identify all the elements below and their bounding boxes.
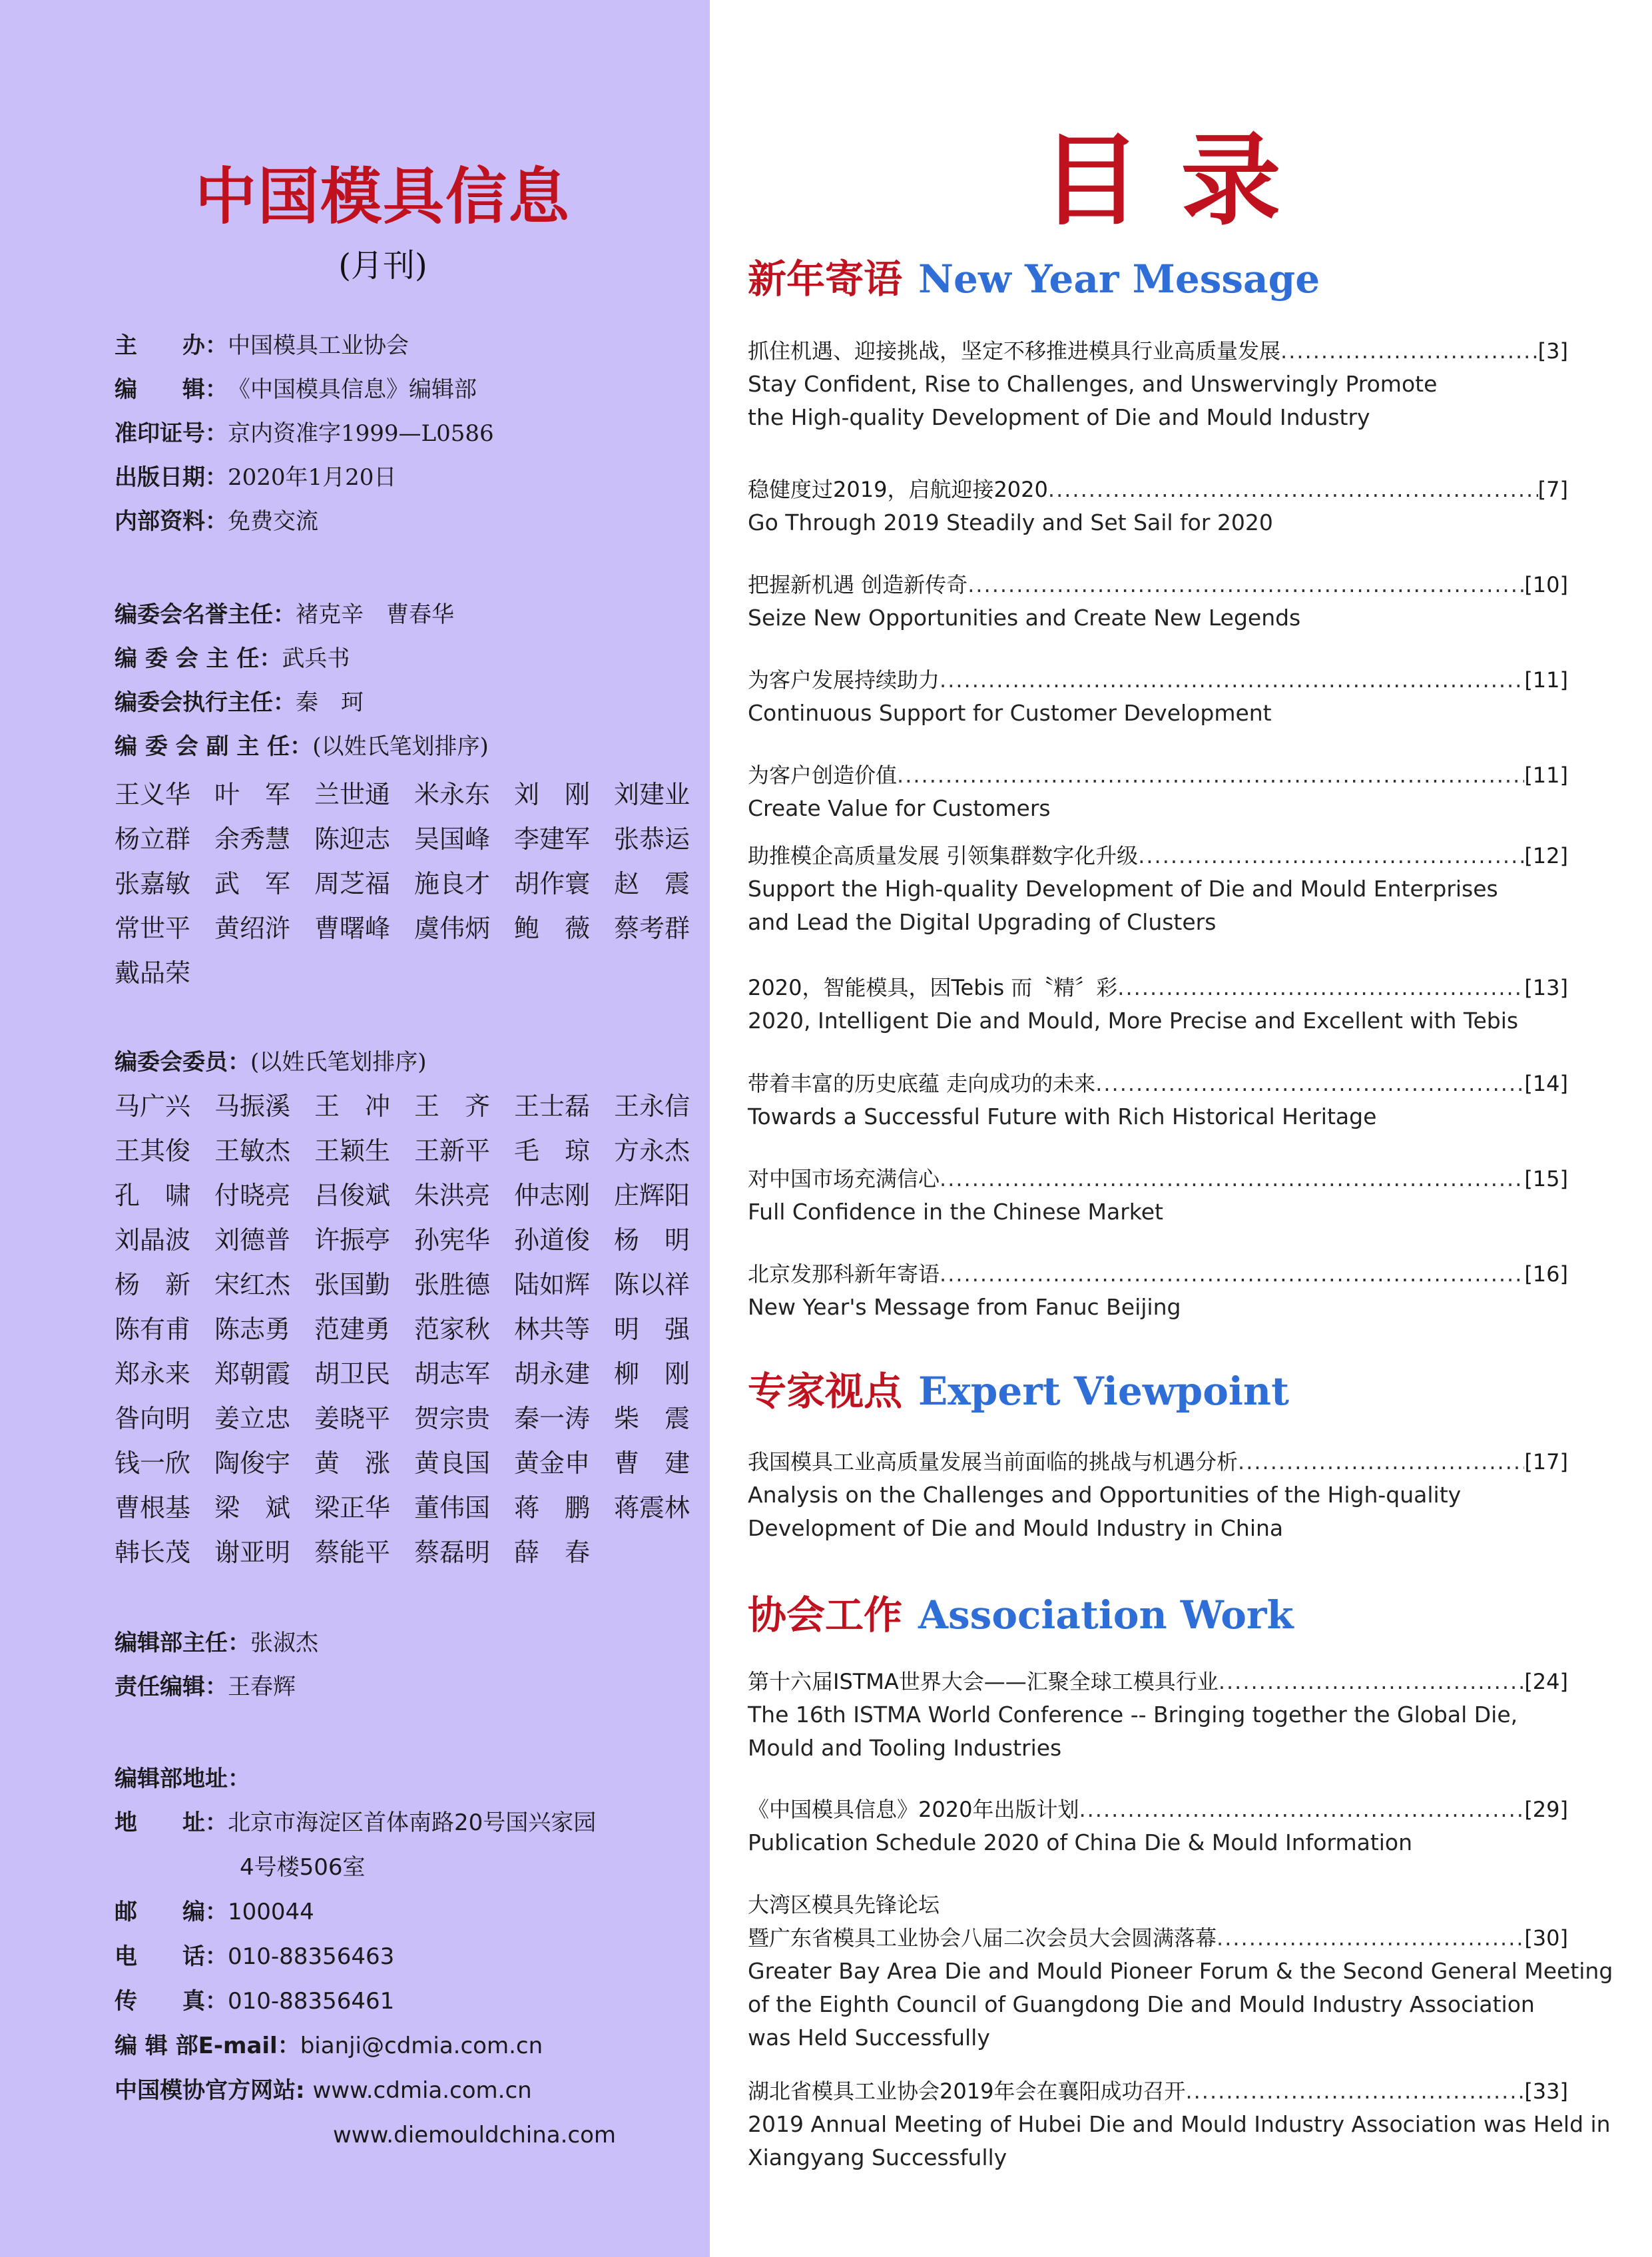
person-name: 姜晓平 <box>314 1404 391 1433</box>
name-row <box>115 1173 714 1218</box>
page-number: [29] <box>1524 1797 1568 1822</box>
leader-dots <box>1238 1445 1524 1478</box>
info-label: 准印证号： <box>115 420 228 447</box>
entry-title-line <box>748 971 1568 1004</box>
leader-dots <box>967 568 1524 601</box>
info-label: 内部资料： <box>115 508 228 535</box>
entry-title-line <box>748 1665 1568 1698</box>
entry-title-line <box>748 1793 1568 1826</box>
board-label: 编 委 会 副 主 任： <box>115 733 313 760</box>
entry-title-en: of the Eighth Council of Guangdong Die and Mould Industry Association <box>748 1991 1535 2017</box>
entry-title-cn: 我国模具工业高质量发展当前面临的挑战与机遇分析 <box>748 1449 1239 1474</box>
section-title-cn: 专家视点 <box>748 1369 903 1414</box>
person-name: 方永杰 <box>614 1136 690 1165</box>
address-heading-label: 编辑部地址： <box>115 1766 250 1792</box>
entry-title-en: Create Value for Customers <box>748 795 1051 821</box>
section-title-cn: 新年寄语 <box>748 256 903 302</box>
page-number: [15] <box>1524 1166 1568 1191</box>
entry-title-en: Seize New Opportunities and Create New Legends <box>748 605 1301 631</box>
entry-title-cn: 为客户发展持续助力 <box>748 667 940 693</box>
toc-entry[interactable] <box>748 2075 1611 2174</box>
person-name: 陈志勇 <box>214 1315 291 1344</box>
info-value: 2020年1月20日 <box>228 464 397 491</box>
name-row <box>115 773 714 817</box>
person-name: 鲍 薇 <box>514 914 591 943</box>
info-row <box>115 412 494 456</box>
leader-dots <box>940 1257 1524 1291</box>
info-label: 主 办： <box>115 332 228 359</box>
info-value: 免费交流 <box>228 508 318 535</box>
person-name: 蒋震林 <box>614 1493 690 1522</box>
toc-entry[interactable] <box>748 759 1568 825</box>
name-row <box>115 862 714 906</box>
person-name: 吴国峰 <box>414 824 491 854</box>
leader-dots <box>1280 334 1538 368</box>
section-heading <box>748 248 1320 304</box>
info-row <box>115 499 494 543</box>
page-number: [7] <box>1537 477 1568 502</box>
entry-title-line <box>748 1257 1568 1291</box>
entry-title-en: Analysis on the Challenges and Opportunities of the High-quality <box>748 1482 1462 1508</box>
entry-title-en: New Year's Message from Fanuc Beijing <box>748 1294 1181 1320</box>
toc-entry[interactable] <box>748 473 1568 539</box>
person-name: 范家秋 <box>414 1315 491 1344</box>
person-name: 兰世通 <box>314 780 391 809</box>
person-name: 陈迎志 <box>314 824 391 854</box>
info-label: 出版日期： <box>115 464 228 491</box>
page-number: [30] <box>1524 1925 1568 1951</box>
leader-dots <box>1138 839 1524 872</box>
person-name: 胡卫民 <box>314 1359 391 1389</box>
board-row <box>115 637 489 681</box>
toc-entry[interactable] <box>748 334 1568 434</box>
board-row <box>115 725 489 769</box>
person-name: 王义华 <box>115 780 191 809</box>
person-name: 李建军 <box>514 824 591 854</box>
entry-title-line <box>748 663 1568 697</box>
person-name: 余秀慧 <box>214 824 291 854</box>
person-name: 谢亚明 <box>214 1538 291 1567</box>
toc-entry[interactable] <box>748 663 1568 730</box>
person-name: 黄金申 <box>514 1449 591 1478</box>
toc-entry[interactable] <box>748 1888 1613 2055</box>
vice-director-names <box>115 773 714 996</box>
person-name: 杨 明 <box>614 1225 690 1255</box>
address-row <box>115 1890 616 1935</box>
staff-value: 王春辉 <box>228 1674 296 1700</box>
person-name: 董伟国 <box>414 1493 491 1522</box>
name-row <box>115 1352 714 1397</box>
person-name: 黄 涨 <box>314 1449 391 1478</box>
entry-title-cn: 把握新机遇 创造新传奇 <box>748 572 968 597</box>
person-name: 张恭运 <box>614 824 690 854</box>
entry-title-en: 2020, Intelligent Die and Mould, More Precise and Excellent with Tebis <box>748 1008 1519 1034</box>
person-name: 昝向明 <box>115 1404 191 1433</box>
board-row <box>115 593 489 637</box>
address-row <box>115 1935 616 1979</box>
info-value: 京内资准字1999—L0586 <box>228 420 494 447</box>
leader-dots <box>940 663 1524 697</box>
address-row <box>115 2113 616 2158</box>
info-row <box>115 368 494 412</box>
toc-entry[interactable] <box>748 1257 1568 1324</box>
board-info <box>115 593 489 769</box>
person-name: 陆如辉 <box>514 1270 591 1299</box>
board-label: 编 委 会 主 任： <box>115 645 282 672</box>
toc-entry[interactable] <box>748 1162 1568 1229</box>
person-name: 仲志刚 <box>514 1181 591 1210</box>
person-name: 王 齐 <box>414 1092 491 1121</box>
person-name: 王敏杰 <box>214 1136 291 1165</box>
address-label: 中国模协官方网站: <box>115 2077 313 2104</box>
name-row <box>115 1397 714 1441</box>
address-value: 4号楼506室 <box>240 1854 366 1881</box>
person-name: 蔡能平 <box>314 1538 391 1567</box>
person-name: 孙道俊 <box>514 1225 591 1255</box>
person-name: 郑永来 <box>115 1359 191 1389</box>
leader-dots <box>1095 1067 1524 1100</box>
name-row <box>115 1084 714 1129</box>
magazine-frequency: (月刊) <box>338 247 427 284</box>
person-name: 王 冲 <box>314 1092 391 1121</box>
address-label: 邮 编： <box>115 1899 228 1925</box>
section-title-en: Expert Viewpoint <box>918 1369 1289 1414</box>
person-name: 曹根基 <box>115 1493 191 1522</box>
person-name: 刘 刚 <box>514 780 591 809</box>
person-name: 柴 震 <box>614 1404 690 1433</box>
section-title-en: New Year Message <box>918 256 1320 302</box>
entry-title-en: Continuous Support for Customer Development <box>748 700 1272 726</box>
entry-title-line <box>748 1067 1568 1100</box>
person-name: 朱洪亮 <box>414 1181 491 1210</box>
person-name: 林共等 <box>514 1315 591 1344</box>
person-name: 陈有甫 <box>115 1315 191 1344</box>
entry-title-line <box>748 2075 1568 2108</box>
person-name: 胡作寰 <box>514 869 591 898</box>
person-name: 蒋 鹏 <box>514 1493 591 1522</box>
person-name: 杨 新 <box>115 1270 191 1299</box>
address-row <box>115 1979 616 2024</box>
name-row <box>115 1441 714 1486</box>
person-name: 虞伟炳 <box>414 914 491 943</box>
entry-title-cn: 暨广东省模具工业协会八届二次会员大会圆满落幕 <box>748 1925 1217 1951</box>
person-name: 周芝福 <box>314 869 391 898</box>
entry-title-pre: 大湾区模具先锋论坛 <box>748 1892 940 1917</box>
leader-dots <box>1048 473 1538 506</box>
person-name: 孙宪华 <box>414 1225 491 1255</box>
person-name: 刘晶波 <box>115 1225 191 1255</box>
person-name: 庄辉阳 <box>614 1181 690 1210</box>
info-row <box>115 324 494 368</box>
publication-info <box>115 324 494 543</box>
person-name: 常世平 <box>115 914 191 943</box>
page-number: [17] <box>1524 1449 1568 1474</box>
board-label: 编委会执行主任： <box>115 689 296 716</box>
person-name: 马振溪 <box>214 1092 291 1121</box>
entry-title-line <box>748 473 1568 506</box>
entry-title-cn: 对中国市场充满信心 <box>748 1166 940 1191</box>
person-name: 刘德普 <box>214 1225 291 1255</box>
address-label: 地 址： <box>115 1809 228 1836</box>
page-number: [10] <box>1524 572 1568 597</box>
board-value: 秦 珂 <box>296 689 364 716</box>
entry-title-cn: 稳健度过2019，启航迎接2020 <box>748 477 1048 502</box>
entry-title-en: Go Through 2019 Steadily and Set Sail for 2020 <box>748 509 1273 535</box>
entry-title-en: Stay Confident, Rise to Challenges, and Unswervingly Promote <box>748 371 1438 397</box>
leader-dots <box>1117 971 1524 1004</box>
person-name: 陶俊宇 <box>214 1449 291 1478</box>
entry-title-en: the High-quality Development of Die and Mould Industry <box>748 404 1370 430</box>
address-label: 电 话： <box>115 1943 228 1970</box>
person-name: 秦一涛 <box>514 1404 591 1433</box>
person-name: 黄绍浒 <box>214 914 291 943</box>
person-name: 王士磊 <box>514 1092 591 1121</box>
name-row <box>115 1530 714 1575</box>
page-number: [14] <box>1524 1071 1568 1096</box>
toc-entry[interactable] <box>748 568 1568 635</box>
address-row <box>115 2024 616 2069</box>
person-name: 薛 春 <box>514 1538 591 1567</box>
entry-title-line <box>748 759 1568 792</box>
members-note: (以姓氏笔划排序) <box>250 1049 427 1076</box>
entry-title-en: Support the High-quality Development of Die and Mould Enterprises <box>748 876 1498 902</box>
person-name: 胡永建 <box>514 1359 591 1389</box>
entry-title-line <box>748 1921 1568 1955</box>
address-value: 010-88356461 <box>228 1988 395 2015</box>
info-label: 编 辑： <box>115 376 228 403</box>
name-row <box>115 1129 714 1173</box>
address-value: 北京市海淀区首体南路20号国兴家园 <box>228 1809 597 1836</box>
board-label: 编委会名誉主任： <box>115 601 296 628</box>
entry-title-cn: 抓住机遇、迎接挑战，坚定不移推进模具行业高质量发展 <box>748 338 1281 364</box>
leader-dots <box>940 1162 1524 1195</box>
person-name: 曹曙峰 <box>314 914 391 943</box>
address-value: bianji@cdmia.com.cn <box>300 2033 543 2059</box>
person-name: 姜立忠 <box>214 1404 291 1433</box>
entry-title-en: Xiangyang Successfully <box>748 2144 1007 2170</box>
person-name: 曹 建 <box>614 1449 690 1478</box>
person-name: 柳 刚 <box>614 1359 690 1389</box>
name-row <box>115 906 714 951</box>
person-name: 武 军 <box>214 869 291 898</box>
person-name: 吕俊斌 <box>314 1181 391 1210</box>
leader-dots <box>897 759 1524 792</box>
person-name: 刘建业 <box>614 780 690 809</box>
address-value: www.diemouldchina.com <box>333 2122 617 2148</box>
entry-title-en: was Held Successfully <box>748 2025 990 2051</box>
person-name: 张嘉敏 <box>115 869 191 898</box>
entry-title-en: 2019 Annual Meeting of Hubei Die and Mould Industry Association was Held in <box>748 2111 1611 2137</box>
address-value: www.cdmia.com.cn <box>312 2077 532 2104</box>
person-name: 马广兴 <box>115 1092 191 1121</box>
entry-title-line <box>748 334 1568 368</box>
address-heading <box>115 1757 250 1801</box>
person-name: 米永东 <box>414 780 491 809</box>
entry-title-line <box>748 1445 1568 1478</box>
section-title-en: Association Work <box>918 1592 1294 1638</box>
staff-value: 张淑杰 <box>250 1630 318 1656</box>
entry-title-en: Mould and Tooling Industries <box>748 1735 1062 1761</box>
entry-title-cn: 北京发那科新年寄语 <box>748 1261 940 1287</box>
person-name: 蔡考群 <box>614 914 690 943</box>
board-value: 褚克辛 曹春华 <box>296 601 454 628</box>
entry-title-en: Greater Bay Area Die and Mould Pioneer Forum & the Second General Meeting <box>748 1958 1613 1984</box>
info-row <box>115 456 494 499</box>
entry-title-en: Towards a Successful Future with Rich Historical Heritage <box>748 1104 1377 1129</box>
name-row <box>115 1307 714 1352</box>
name-row <box>115 817 714 862</box>
leader-dots <box>1219 1665 1525 1698</box>
person-name: 梁 斌 <box>214 1493 291 1522</box>
person-name: 钱一欣 <box>115 1449 191 1478</box>
staff-label: 编辑部主任： <box>115 1630 250 1656</box>
toc-entry[interactable] <box>748 1793 1568 1859</box>
toc-entry[interactable] <box>748 1445 1568 1545</box>
entry-title-cn: 《中国模具信息》2020年出版计划 <box>748 1797 1079 1822</box>
leader-dots <box>1185 2075 1524 2108</box>
entry-title-line <box>748 1162 1568 1195</box>
name-row <box>115 1263 714 1307</box>
toc-entry[interactable] <box>748 839 1568 939</box>
person-name: 胡志军 <box>414 1359 491 1389</box>
toc-entry[interactable] <box>748 971 1568 1038</box>
person-name: 张国勤 <box>314 1270 391 1299</box>
entry-title-en: Development of Die and Mould Industry in China <box>748 1515 1284 1541</box>
page-number: [24] <box>1524 1669 1568 1694</box>
page-number: [12] <box>1524 843 1568 868</box>
address-row <box>115 2069 616 2113</box>
person-name: 施良才 <box>414 869 491 898</box>
person-name: 杨立群 <box>115 824 191 854</box>
entry-title-cn: 第十六届ISTMA世界大会——汇聚全球工模具行业 <box>748 1669 1219 1694</box>
info-value: 《中国模具信息》编辑部 <box>228 376 477 403</box>
info-value: 中国模具工业协会 <box>228 332 409 359</box>
members-heading <box>115 1040 427 1084</box>
board-row <box>115 681 489 725</box>
entry-title-cn: 带着丰富的历史底蕴 走向成功的未来 <box>748 1071 1096 1096</box>
section-heading <box>748 1584 1294 1640</box>
address-label: 编 辑 部E-mail： <box>115 2033 300 2059</box>
staff-row <box>115 1621 318 1665</box>
staff-row <box>115 1665 318 1709</box>
board-value: (以姓氏笔划排序) <box>312 733 489 760</box>
person-name: 蔡磊明 <box>414 1538 491 1567</box>
page-number: [33] <box>1524 2079 1568 2104</box>
person-name: 郑朝霞 <box>214 1359 291 1389</box>
entry-title-en: Full Confidence in the Chinese Market <box>748 1199 1163 1225</box>
person-name: 明 强 <box>614 1315 690 1344</box>
person-name: 梁正华 <box>314 1493 391 1522</box>
editorial-staff <box>115 1621 318 1709</box>
person-name: 贺宗贵 <box>414 1404 491 1433</box>
entry-title-en: Publication Schedule 2020 of China Die & Mould Information <box>748 1829 1413 1855</box>
entry-title-cn: 湖北省模具工业协会2019年会在襄阳成功召开 <box>748 2079 1186 2104</box>
leader-dots <box>1079 1793 1524 1826</box>
page-number: [3] <box>1537 338 1568 364</box>
entry-title-en: The 16th ISTMA World Conference -- Bringing together the Global Die, <box>748 1702 1518 1728</box>
person-name: 黄良国 <box>414 1449 491 1478</box>
section-heading <box>748 1360 1289 1416</box>
person-name: 戴品荣 <box>115 958 191 988</box>
magazine-title: 中国模具信息 <box>194 161 571 232</box>
address-row <box>115 1845 616 1890</box>
person-name: 韩长茂 <box>115 1538 191 1567</box>
toc-title: 目录 <box>1041 122 1321 239</box>
toc-entry[interactable] <box>748 1067 1568 1133</box>
person-name: 王颖生 <box>314 1136 391 1165</box>
page-number: [13] <box>1524 975 1568 1000</box>
person-name: 孔 啸 <box>115 1181 191 1210</box>
staff-label: 责任编辑： <box>115 1674 228 1700</box>
page-number: [11] <box>1524 667 1568 693</box>
entry-title-cn: 助推模企高质量发展 引领集群数字化升级 <box>748 843 1139 868</box>
address-row <box>115 1801 616 1845</box>
person-name: 毛 琼 <box>514 1136 591 1165</box>
toc-entry[interactable] <box>748 1665 1568 1765</box>
board-value: 武兵书 <box>282 645 350 672</box>
person-name: 陈以祥 <box>614 1270 690 1299</box>
entry-title-cn: 2020，智能模具，因Tebis 而〝精〞彩 <box>748 975 1118 1000</box>
section-title-cn: 协会工作 <box>748 1592 903 1638</box>
address-value: 010-88356463 <box>228 1943 395 1970</box>
entry-title-line <box>748 568 1568 601</box>
name-row <box>115 1218 714 1263</box>
person-name: 赵 震 <box>614 869 690 898</box>
person-name: 范建勇 <box>314 1315 391 1344</box>
person-name: 许振亭 <box>314 1225 391 1255</box>
address-label: 传 真： <box>115 1988 228 2015</box>
person-name: 付晓亮 <box>214 1181 291 1210</box>
name-row <box>115 951 714 996</box>
name-row <box>115 1486 714 1530</box>
person-name: 王新平 <box>414 1136 491 1165</box>
address-block <box>115 1801 616 2158</box>
member-names <box>115 1084 714 1575</box>
address-value: 100044 <box>228 1899 314 1925</box>
members-label: 编委会委员： <box>115 1049 250 1076</box>
entry-title-en: and Lead the Digital Upgrading of Clusters <box>748 909 1217 935</box>
person-name: 张胜德 <box>414 1270 491 1299</box>
page-number: [16] <box>1524 1261 1568 1287</box>
leader-dots <box>1217 1921 1524 1955</box>
person-name: 叶 军 <box>214 780 291 809</box>
person-name: 宋红杰 <box>214 1270 291 1299</box>
person-name: 王永信 <box>614 1092 690 1121</box>
person-name: 王其俊 <box>115 1136 191 1165</box>
page-number: [11] <box>1524 763 1568 788</box>
entry-title-line <box>748 839 1568 872</box>
entry-title-cn: 为客户创造价值 <box>748 763 898 788</box>
